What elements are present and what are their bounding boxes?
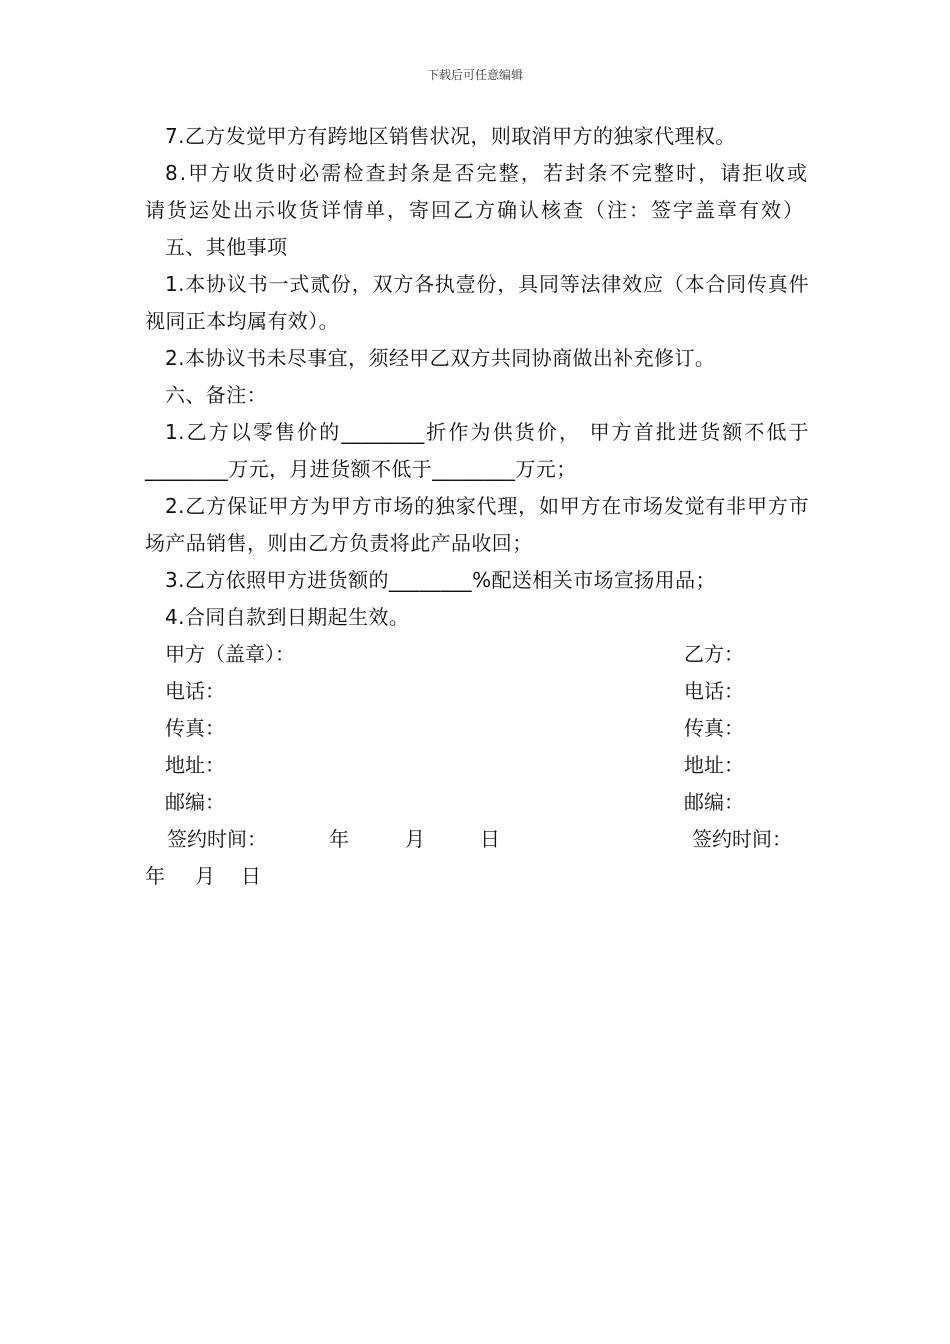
party-b-address-label: 地址： xyxy=(684,753,744,777)
clause-7: 7.乙方发觉甲方有跨地区销售状况，则取消甲方的独家代理权。 xyxy=(165,124,736,148)
signature-row-party xyxy=(145,636,809,673)
party-a-year-label: 年 xyxy=(329,827,349,851)
clause-8: 8.甲方收货时必需检查封条是否完整，若封条不完整时，请拒收或请货运处出示收货详情单，寄回乙方确认核查（注：签字盖章有效） xyxy=(145,161,809,222)
party-b-fax-label: 传真： xyxy=(684,716,744,740)
signing-date-row xyxy=(145,821,809,858)
signature-row-address xyxy=(145,747,809,784)
signing-date-row-2 xyxy=(145,858,809,895)
remark-2: 2.乙方保证甲方为甲方市场的独家代理，如甲方在市场发觉有非甲方市场产品销售，则由乙方负责将此产品收回； xyxy=(145,494,809,555)
other-item-1: 1.本协议书一式贰份，双方各执壹份，具同等法律效应（本合同传真件视同正本均属有效）。 xyxy=(145,272,809,333)
remark-1: 1.乙方以零售价的________折作为供货价， 甲方首批进货额不低于________万元，月进货额不低于________万元； xyxy=(145,420,809,481)
party-b-label: 乙方： xyxy=(684,642,744,666)
signature-row-postcode xyxy=(145,784,809,821)
section-five-heading: 五、其他事项 xyxy=(165,235,288,259)
party-a-phone-label: 电话： xyxy=(165,679,225,703)
section-six-heading: 六、备注： xyxy=(165,383,267,407)
page-header: 下载后可任意编辑 xyxy=(426,68,523,82)
party-a-day-label: 日 xyxy=(480,827,500,851)
party-b-day-label: 日 xyxy=(241,864,261,888)
party-a-fax-label: 传真： xyxy=(165,716,225,740)
party-b-phone-label: 电话： xyxy=(684,679,744,703)
party-a-signing-time-label: 签约时间： xyxy=(167,827,267,851)
party-a-address-label: 地址： xyxy=(165,753,225,777)
signature-row-fax xyxy=(145,710,809,747)
signature-row-phone xyxy=(145,673,809,710)
party-b-signing-time-label: 签约时间： xyxy=(692,827,792,851)
party-b-year-label: 年 xyxy=(145,864,165,888)
party-b-month-label: 月 xyxy=(195,864,215,888)
remark-4: 4.合同自款到日期起生效。 xyxy=(165,605,410,629)
remark-3: 3.乙方依照甲方进货额的________%配送相关市场宣扬用品； xyxy=(165,568,716,592)
party-a-seal-label: 甲方（盖章）： xyxy=(165,642,295,666)
party-b-postcode-label: 邮编： xyxy=(684,790,744,814)
party-a-month-label: 月 xyxy=(405,827,425,851)
document-body xyxy=(145,118,809,895)
other-item-2: 2.本协议书未尽事宜，须经甲乙双方共同协商做出补充修订。 xyxy=(165,346,716,370)
party-a-postcode-label: 邮编： xyxy=(165,790,225,814)
